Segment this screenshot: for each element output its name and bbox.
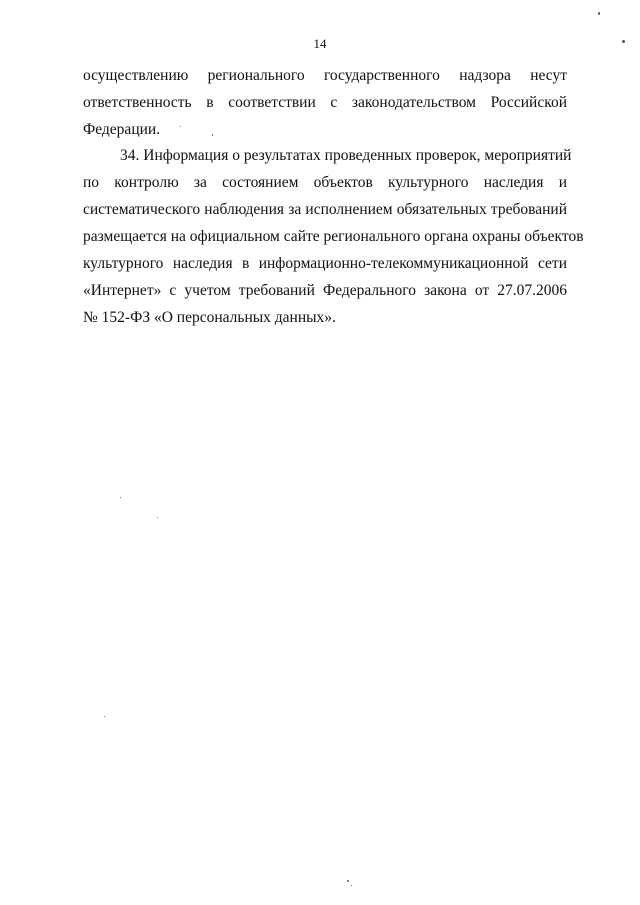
scan-speck [120, 497, 121, 498]
scan-speck [598, 12, 600, 15]
scan-speck [157, 517, 158, 518]
paragraph-1 [83, 62, 567, 143]
paragraph-line: № 152-ФЗ «О персональных данных». [83, 309, 336, 326]
scan-speck [622, 40, 625, 43]
scan-speck [347, 880, 349, 882]
scan-speck [104, 716, 105, 717]
paragraph-line: систематического наблюдения за исполнением обязательных требований [83, 201, 567, 218]
paragraph-line: «Интернет» с учетом требований Федерального закона от 27.07.2006 [83, 282, 567, 299]
paragraph-line: Федерации. [83, 121, 161, 138]
paragraph-line: культурного наследия в информационно-телекоммуникационной сети [83, 255, 567, 272]
scan-speck [180, 126, 181, 127]
scan-speck [212, 134, 213, 136]
paragraph-line: осуществлению регионального государственного надзора несут [83, 67, 567, 84]
paragraph-line: по контролю за состоянием объектов культурного наследия и [83, 174, 567, 191]
paragraph-line: 34. Информация о результатах проведенных проверок, мероприятий [120, 147, 572, 164]
paragraph-2 [83, 142, 584, 331]
scan-speck [351, 885, 352, 886]
paragraph-line: размещается на официальном сайте регионального органа охраны объектов [83, 228, 584, 245]
paragraph-line: ответственность в соответствии с законодательством Российской [83, 94, 567, 111]
page-number: 14 [313, 36, 327, 51]
